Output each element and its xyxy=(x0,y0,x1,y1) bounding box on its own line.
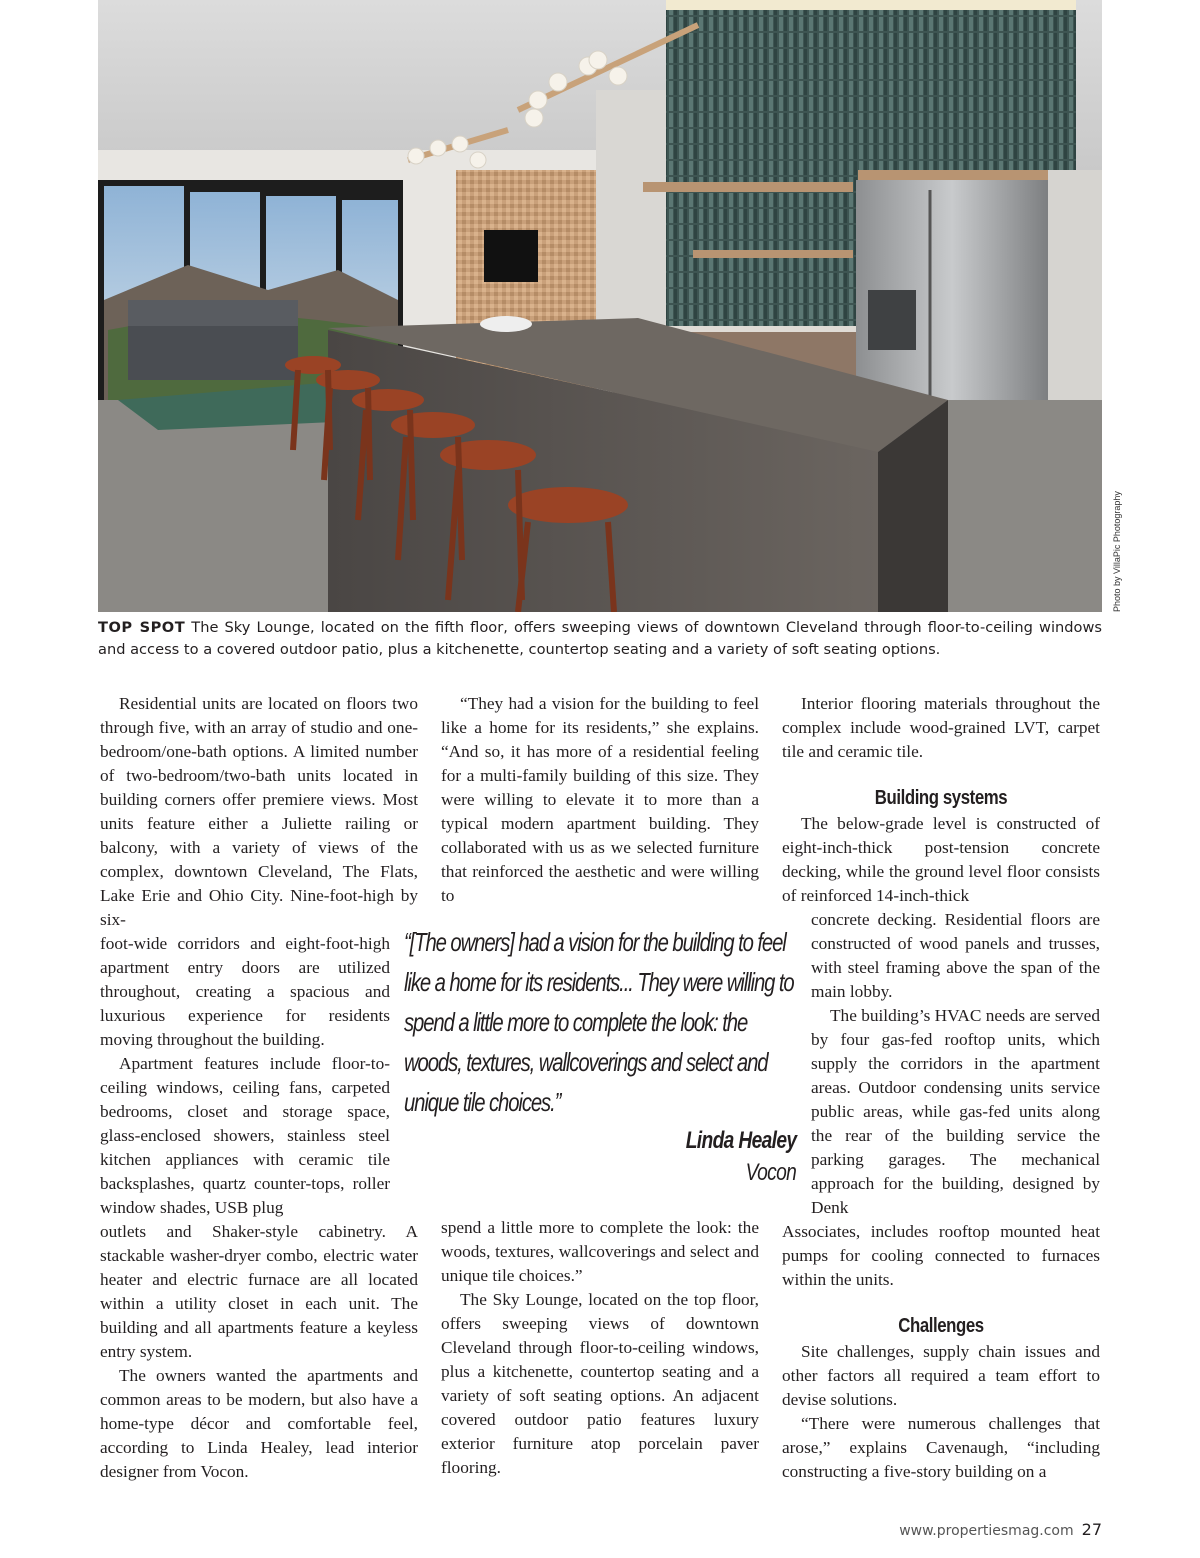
paragraph: Interior flooring materials throughout the complex include wood-grained LVT, carpet tile and ceramic tile. xyxy=(782,694,1100,761)
lounge-photo xyxy=(98,0,1102,612)
paragraph: Apartment features include floor-to-ceiling windows, ceiling fans, carpeted bedrooms, closet and storage space, glass-enclosed showers, stainless steel kitchen appliances with ceramic tile backsplashes, quartz counter-tops, roller window shades, USB plug xyxy=(100,1054,390,1217)
page-number: 27 xyxy=(1081,1520,1102,1539)
photo-credit: Photo by VillaPic Photography xyxy=(1112,491,1122,612)
paragraph: concrete decking. Residential floors are constructed of wood panels and trusses, with steel framing above the span of the main lobby. xyxy=(811,910,1100,1001)
page-footer xyxy=(899,1520,1102,1539)
pull-quote xyxy=(404,922,796,1186)
pull-quote-name: Linda Healey xyxy=(685,1127,796,1154)
paragraph: The Sky Lounge, located on the top floor, offers sweeping views of downtown Cleveland through floor-to-ceiling windows, plus a kitchenette, countertop seating and a variety of soft seating options. An adjacent covered outdoor patio features luxury exterior furniture atop porcelain paver flooring. xyxy=(441,1290,759,1477)
caption-text: The Sky Lounge, located on the fifth floor, offers sweeping views of downtown Cleveland through floor-to-ceiling windows and access to a covered outdoor patio, plus a kitchenette, countertop seating and a variety of soft seating options. xyxy=(98,619,1103,658)
column-2 xyxy=(441,692,759,908)
paragraph: foot-wide corridors and eight-foot-high apartment entry doors are utilized throughout, creating a spacious and luxurious experience for residents moving throughout the building. xyxy=(100,934,390,1049)
lounge-illustration xyxy=(98,0,1102,612)
pull-quote-text: “[The owners] had a vision for the building to feel like a home for its residents... They were willing to spend a little more to complete the look: the woods, textures, wallcoverings and select and unique tile choices.” xyxy=(404,927,794,1117)
paragraph: Residential units are located on floors two through five, with an array of studio and one-bedroom/one-bath options. A limited number of two-bedroom/two-bath units located in building corners offer premiere views. Most units feature either a Juliette railing or balcony, with a variety of views of the complex, downtown Cleveland, The Flats, Lake Erie and Ohio City. Nine-foot-high by six- xyxy=(100,694,418,929)
photo-caption xyxy=(98,617,1102,661)
paragraph: “They had a vision for the building to feel like a home for its residents,” she explains. “And so, it has more of a residential feeling for a multi-family building of this size. They were willing to elevate it to more than a typical modern apartment building. They collaborated with us as we selected furniture that reinforced the aesthetic and were willing to xyxy=(441,694,759,905)
section-heading: Building systems xyxy=(874,787,1008,809)
paragraph: outlets and Shaker-style cabinetry. A stackable washer-dryer combo, electric water heater and electric furnace are all located within a utility closet in each unit. The building and all apartments feature a keyless entry system. xyxy=(100,1222,418,1361)
paragraph: Site challenges, supply chain issues and other factors all required a team effort to devise solutions. xyxy=(782,1342,1100,1409)
paragraph: Associates, includes rooftop mounted heat pumps for cooling connected to furnaces within the units. xyxy=(782,1222,1100,1289)
column-3 xyxy=(782,692,1100,1484)
paragraph: spend a little more to complete the look: the woods, textures, wallcoverings and select and unique tile choices.” xyxy=(441,1218,759,1285)
footer-url[interactable]: www.propertiesmag.com xyxy=(899,1523,1074,1539)
column-2-continued xyxy=(441,1216,759,1480)
paragraph: The owners wanted the apartments and common areas to be modern, but also have a home-type décor and comfortable feel, according to Linda Healey, lead interior designer from Vocon. xyxy=(100,1366,418,1481)
paragraph: The building’s HVAC needs are served by four gas-fed rooftop units, which supply the corridors in the apartment areas. Outdoor condensing units service public areas, while gas-fed units along the rear of the building service the parking garages. The mechanical approach for the building, designed by Denk xyxy=(811,1006,1100,1217)
paragraph: The below-grade level is constructed of eight-inch-thick post-tension concrete decking, while the ground level floor consists of reinforced 14-inch-thick xyxy=(782,814,1100,905)
paragraph: “There were numerous challenges that arose,” explains Cavenaugh, “including constructing a five-story building on a xyxy=(782,1414,1100,1481)
pull-quote-org: Vocon xyxy=(745,1159,796,1186)
caption-tag: TOP SPOT xyxy=(98,619,186,636)
column-1 xyxy=(100,692,418,1484)
section-heading: Challenges xyxy=(898,1315,984,1337)
